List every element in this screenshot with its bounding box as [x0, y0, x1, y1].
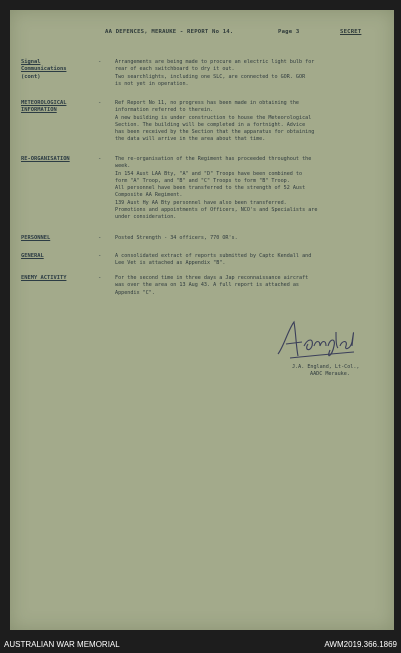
text-line: A consolidated extract of reports submitted by Captc Kendall and — [115, 253, 312, 259]
section-text — [115, 59, 383, 88]
section-text — [115, 235, 383, 242]
text-line: Ref Report No 11, no progress has been made in obtaining the — [115, 100, 300, 106]
text-line: All personnel have been transferred to the strength of 52 Aust — [115, 185, 306, 192]
text-line: rear of each switchboard to dry it out. — [115, 66, 235, 73]
text-line: Composite AA Regiment. — [115, 192, 183, 199]
section-text — [115, 156, 383, 222]
text-line: Lee Vet is attached as Appendix "B". — [115, 260, 226, 267]
section-heading — [21, 156, 97, 163]
archive-reference: AWM2019.366.1869 — [324, 640, 397, 649]
section-dash: - — [98, 253, 102, 259]
section-heading-line: Communications — [21, 66, 67, 73]
section-heading-line: GENERAL — [21, 253, 44, 259]
text-line: was over the area on 13 Aug 43. A full report is attached as — [115, 282, 300, 289]
section-heading-line: INFORMATION — [21, 107, 57, 114]
section-text — [115, 253, 383, 268]
section-heading-line: METEOROLOGICAL — [21, 100, 67, 106]
text-line: Arrangements are being made to procure an electric light bulb for — [115, 59, 315, 65]
classification-mark: SECRET — [340, 29, 362, 35]
text-line: A new building is under construction to house the Meteorological — [115, 114, 312, 121]
section-heading — [21, 275, 97, 282]
signatory-title: AADC Merauke. — [310, 371, 350, 378]
section-dash: - — [98, 156, 102, 162]
section-heading-line: (cont) — [21, 73, 41, 80]
section-dash: - — [98, 100, 102, 106]
section-heading-line: PERSONNEL — [21, 235, 51, 241]
text-line: form "A" Troop, and "B" and "C" Troops to form "B" Troop. — [115, 177, 290, 184]
text-line: Posted Strength - 34 officers, 770 OR's. — [115, 235, 238, 241]
archive-credit: AUSTRALIAN WAR MEMORIAL — [4, 640, 120, 649]
section-heading — [21, 253, 97, 260]
section-heading-line: RE-ORGANISATION — [21, 156, 70, 162]
signatory-name: J.A. England, Lt-Col., — [292, 364, 360, 370]
section-text — [115, 275, 383, 297]
section-heading-line: Signal — [21, 59, 41, 65]
section-dash: - — [98, 59, 102, 65]
text-line: is not yet in operation. — [115, 80, 189, 87]
page-number: Page 3 — [278, 29, 300, 35]
text-line: Two searchlights, including one SLC, are connected to GOR. GOR — [115, 73, 306, 80]
section-heading — [21, 59, 97, 81]
signature-block — [292, 364, 359, 379]
section-dash: - — [98, 275, 102, 281]
section-heading — [21, 235, 97, 242]
text-line: Promotions and appointments of Officers, NCO's and Specialists are — [115, 207, 318, 214]
text-line: For the second time in three days a Jap reconnaissance aircraft — [115, 275, 309, 281]
section-text — [115, 100, 383, 144]
section-heading-line: ENEMY ACTIVITY — [21, 275, 67, 281]
section-dash: - — [98, 235, 102, 241]
report-title: AA DEFENCES, MERAUKE - REPORT No 14. — [105, 29, 234, 35]
text-line: information referred to therein. — [115, 107, 214, 114]
text-line: week. — [115, 163, 131, 170]
text-line: has been received by the Section that the apparatus for obtaining — [115, 129, 315, 136]
text-line: The re-organisation of the Regiment has proceeded throughout the — [115, 156, 312, 162]
text-line: Appendix "C". — [115, 289, 155, 296]
text-line: 139 Aust Hy AA Bty personnel have also been transferred. — [115, 199, 287, 206]
text-line: under consideration. — [115, 214, 177, 221]
section-heading — [21, 100, 97, 115]
text-line: Section. The building will be completed in a fortnight. Advice — [115, 121, 306, 128]
handwritten-signature — [270, 316, 360, 364]
text-line: the data will arrive in the area about that time. — [115, 136, 266, 143]
text-line: In 154 Aust LAA Bty, "A" and "D" Troops have been combined to — [115, 170, 303, 177]
